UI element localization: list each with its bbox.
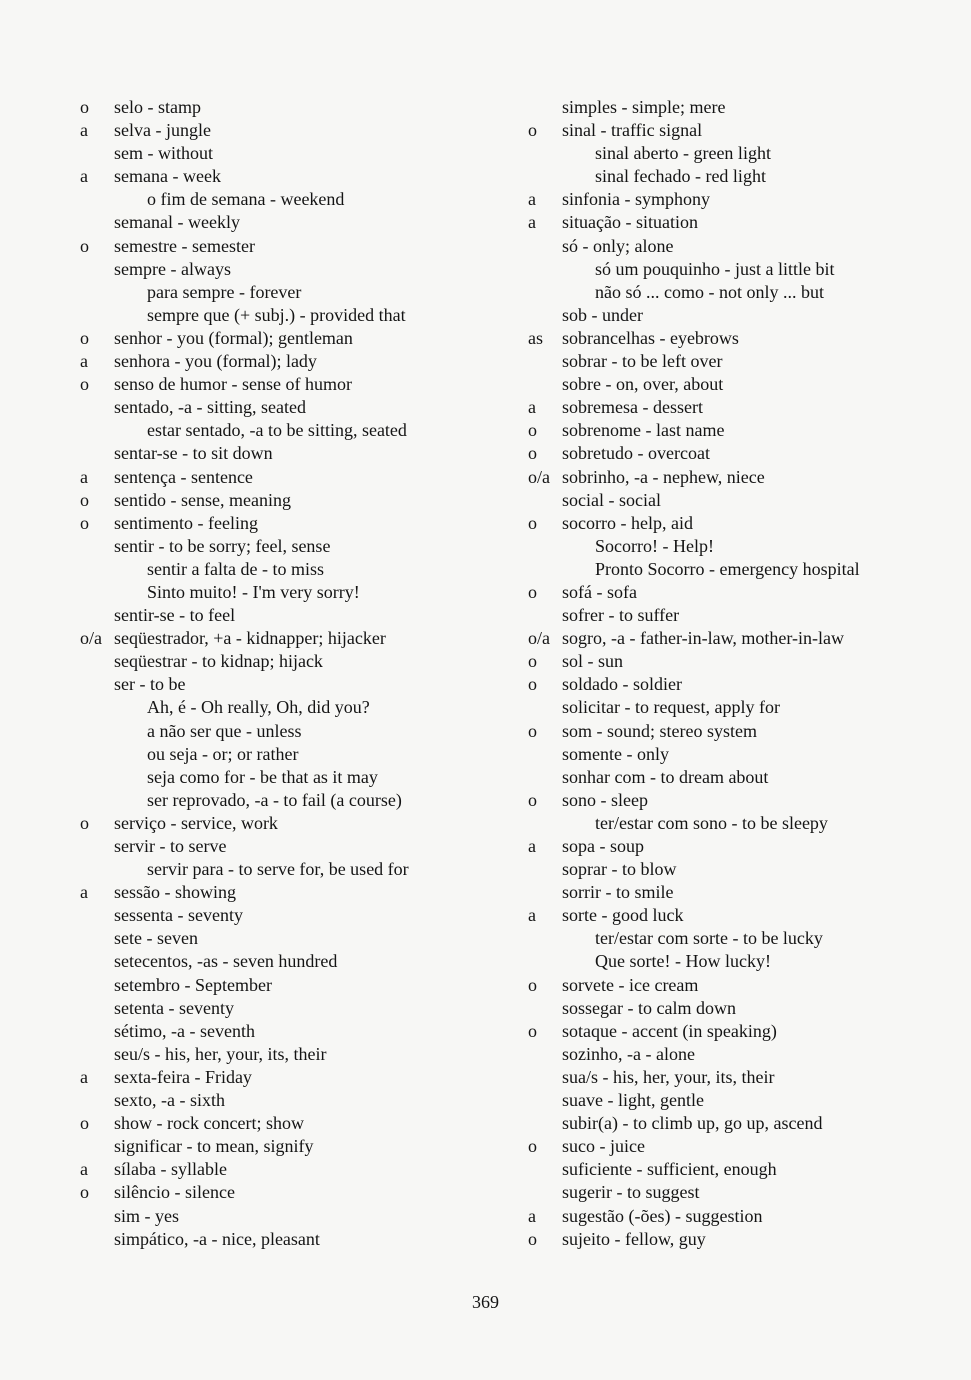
sub-entry <box>528 950 948 973</box>
dictionary-entry <box>80 327 480 350</box>
entry-text: senhor - you (formal); gentleman <box>114 327 353 348</box>
dictionary-entry <box>528 373 948 396</box>
dictionary-entry <box>80 927 480 950</box>
entry-article: o <box>80 1113 89 1134</box>
dictionary-entry <box>528 119 948 142</box>
entry-article: o <box>528 651 537 672</box>
entry-article: a <box>80 166 88 187</box>
entry-text: não só ... como - not only ... but <box>595 281 824 302</box>
dictionary-entry <box>80 1181 480 1204</box>
entry-text: subir(a) - to climb up, go up, ascend <box>562 1113 823 1134</box>
entry-text: Que sorte! - How lucky! <box>595 951 771 972</box>
dictionary-entry <box>528 627 948 650</box>
dictionary-entry <box>80 1089 480 1112</box>
entry-article: a <box>528 212 536 233</box>
dictionary-entry <box>528 650 948 673</box>
entry-article: o <box>528 512 537 533</box>
entry-article: a <box>528 397 536 418</box>
entry-text: sofá - sofa <box>562 581 637 602</box>
entry-article: a <box>80 1159 88 1180</box>
entry-article: a <box>80 120 88 141</box>
dictionary-entry <box>80 142 480 165</box>
entry-text: sem - without <box>114 143 213 164</box>
dictionary-entry <box>80 650 480 673</box>
entry-article: o <box>528 974 537 995</box>
entry-text: soldado - soldier <box>562 674 682 695</box>
entry-article: o <box>528 1020 537 1041</box>
dictionary-entry <box>528 235 948 258</box>
dictionary-entry <box>80 1205 480 1228</box>
entry-text: sob - under <box>562 304 643 325</box>
sub-entry <box>528 165 948 188</box>
right-column <box>528 96 948 1251</box>
page-number: 369 <box>472 1292 499 1312</box>
dictionary-entry <box>80 489 480 512</box>
entry-article: o <box>80 97 89 117</box>
dictionary-entry <box>528 1205 948 1228</box>
sub-entry <box>80 858 480 881</box>
dictionary-entry <box>80 812 480 835</box>
entry-text: sinal aberto - green light <box>595 143 771 164</box>
entry-text: Sinto muito! - I'm very sorry! <box>147 581 360 602</box>
entry-text: sinal - traffic signal <box>562 120 703 141</box>
entry-text: selo - stamp <box>114 97 201 117</box>
dictionary-entry <box>80 1135 480 1158</box>
entry-text: estar sentado, -a to be sitting, seated <box>147 420 407 441</box>
entry-text: sexta-feira - Friday <box>114 1066 252 1087</box>
dictionary-entry <box>528 997 948 1020</box>
entry-text: servir - to serve <box>114 836 227 856</box>
entry-text: ter/estar com sorte - to be lucky <box>595 928 823 949</box>
sub-entry <box>80 281 480 304</box>
sub-entry <box>80 188 480 211</box>
entry-article: o <box>528 789 537 810</box>
entry-article: a <box>80 351 88 372</box>
dictionary-entry <box>528 1066 948 1089</box>
sub-entry <box>528 927 948 950</box>
entry-text: somente - only <box>562 743 669 764</box>
entry-article: o <box>80 489 89 510</box>
entry-text: suficiente - sufficient, enough <box>562 1159 777 1180</box>
entry-text: sentido - sense, meaning <box>114 489 291 510</box>
entry-text: silêncio - silence <box>114 1182 235 1203</box>
entry-text: situação - situation <box>562 212 698 233</box>
entry-article: a <box>80 882 88 903</box>
entry-text: sempre que (+ subj.) - provided that <box>147 304 406 325</box>
left-column <box>80 96 480 1251</box>
entry-article: o/a <box>528 466 550 487</box>
entry-text: seqüestrar - to kidnap; hijack <box>114 651 323 672</box>
entry-text: sétimo, -a - seventh <box>114 1020 255 1041</box>
entry-text: sugerir - to suggest <box>562 1182 700 1203</box>
dictionary-entry <box>528 327 948 350</box>
dictionary-entry <box>528 974 948 997</box>
entry-text: sobrinho, -a - nephew, niece <box>562 466 765 487</box>
entry-text: ser - to be <box>114 674 186 695</box>
entry-text: semanal - weekly <box>114 212 240 233</box>
sub-entry <box>80 304 480 327</box>
dictionary-entry <box>80 373 480 396</box>
entry-text: simples - simple; mere <box>562 97 726 117</box>
entry-text: suco - juice <box>562 1136 645 1157</box>
entry-text: sessenta - seventy <box>114 905 243 926</box>
entry-article: a <box>528 905 536 926</box>
entry-text: seu/s - his, her, your, its, their <box>114 1043 327 1064</box>
dictionary-entry <box>80 512 480 535</box>
dictionary-entry <box>528 604 948 627</box>
dictionary-entry <box>80 258 480 281</box>
entry-text: sobretudo - overcoat <box>562 443 710 464</box>
dictionary-entry <box>528 720 948 743</box>
entry-article: a <box>528 189 536 210</box>
sub-entry <box>80 419 480 442</box>
dictionary-entry <box>528 1181 948 1204</box>
dictionary-entry <box>528 1228 948 1251</box>
entry-text: senso de humor - sense of humor <box>114 374 352 395</box>
entry-text: sentir - to be sorry; feel, sense <box>114 535 331 556</box>
entry-article: a <box>528 836 536 856</box>
entry-text: sofrer - to suffer <box>562 605 680 626</box>
dictionary-entry <box>528 442 948 465</box>
dictionary-entry <box>528 489 948 512</box>
dictionary-entry <box>528 1020 948 1043</box>
entry-text: Pronto Socorro - emergency hospital <box>595 558 860 579</box>
entry-text: sujeito - fellow, guy <box>562 1228 706 1249</box>
dictionary-entry <box>80 974 480 997</box>
entry-article: o <box>80 235 89 256</box>
sub-entry <box>528 142 948 165</box>
entry-text: ou seja - or; or rather <box>147 743 299 764</box>
entry-article: o <box>528 443 537 464</box>
sub-entry <box>528 558 948 581</box>
entry-text: solicitar - to request, apply for <box>562 697 780 718</box>
dictionary-entry <box>80 442 480 465</box>
dictionary-entry <box>80 835 480 858</box>
dictionary-entry <box>528 835 948 858</box>
entry-text: social - social <box>562 489 661 510</box>
entry-text: sopa - soup <box>562 836 644 856</box>
sub-entry <box>528 535 948 558</box>
entry-article: o <box>528 720 537 741</box>
entry-text: selva - jungle <box>114 120 211 141</box>
entry-text: sentado, -a - sitting, seated <box>114 397 306 418</box>
dictionary-entry <box>528 881 948 904</box>
dictionary-entry <box>528 419 948 442</box>
sub-entry <box>80 743 480 766</box>
dictionary-entry <box>528 96 948 119</box>
entry-text: seja como for - be that as it may <box>147 766 378 787</box>
entry-text: sorvete - ice cream <box>562 974 699 995</box>
entry-text: sobrar - to be left over <box>562 351 723 372</box>
entry-article: o <box>80 374 89 395</box>
entry-text: sugestão (-ões) - suggestion <box>562 1205 763 1226</box>
entry-text: sua/s - his, her, your, its, their <box>562 1066 775 1087</box>
entry-text: sentença - sentence <box>114 466 253 487</box>
entry-text: sobre - on, over, about <box>562 374 724 395</box>
entry-text: serviço - service, work <box>114 812 278 833</box>
entry-text: sinal fechado - red light <box>595 166 766 187</box>
dictionary-entry <box>528 1135 948 1158</box>
dictionary-entry <box>80 235 480 258</box>
entry-text: sobrancelhas - eyebrows <box>562 327 739 348</box>
dictionary-entry <box>80 119 480 142</box>
sub-entry <box>528 812 948 835</box>
dictionary-entry <box>528 581 948 604</box>
dictionary-entry <box>80 96 480 119</box>
dictionary-entry <box>528 211 948 234</box>
dictionary-entry <box>528 673 948 696</box>
entry-article: o <box>80 512 89 533</box>
entry-article: o <box>528 1136 537 1157</box>
entry-text: sim - yes <box>114 1205 179 1226</box>
entry-text: sono - sleep <box>562 789 648 810</box>
entry-text: sentir a falta de - to miss <box>147 558 324 579</box>
entry-text: só um pouquinho - just a little bit <box>595 258 835 279</box>
entry-text: semestre - semester <box>114 235 255 256</box>
dictionary-entry <box>528 466 948 489</box>
sub-entry <box>528 258 948 281</box>
entry-text: setembro - September <box>114 974 272 995</box>
entry-text: sobrenome - last name <box>562 420 725 441</box>
entry-text: suave - light, gentle <box>562 1090 704 1111</box>
dictionary-entry <box>80 211 480 234</box>
dictionary-entry <box>528 396 948 419</box>
entry-text: sessão - showing <box>114 882 236 903</box>
entry-text: a não ser que - unless <box>147 720 302 741</box>
entry-text: ser reprovado, -a - to fail (a course) <box>147 789 402 810</box>
entry-article: o <box>528 1228 537 1249</box>
entry-article: o <box>528 420 537 441</box>
dictionary-entry <box>80 627 480 650</box>
entry-text: socorro - help, aid <box>562 512 693 533</box>
dictionary-entry <box>528 696 948 719</box>
dictionary-entry <box>80 350 480 373</box>
entry-text: som - sound; stereo system <box>562 720 757 741</box>
dictionary-entry <box>80 396 480 419</box>
dictionary-entry <box>80 997 480 1020</box>
entry-text: seqüestrador, +a - kidnapper; hijacker <box>114 628 386 649</box>
dictionary-entry <box>528 743 948 766</box>
entry-text: setenta - seventy <box>114 997 234 1018</box>
entry-article: as <box>528 327 543 348</box>
entry-text: sentar-se - to sit down <box>114 443 273 464</box>
dictionary-entry <box>528 766 948 789</box>
entry-text: simpático, -a - nice, pleasant <box>114 1228 320 1249</box>
entry-text: Socorro! - Help! <box>595 535 714 556</box>
dictionary-entry <box>528 904 948 927</box>
dictionary-entry <box>80 1158 480 1181</box>
entry-text: sexto, -a - sixth <box>114 1090 225 1111</box>
sub-entry <box>80 720 480 743</box>
entry-text: show - rock concert; show <box>114 1113 304 1134</box>
entry-text: sorrir - to smile <box>562 882 674 903</box>
entry-text: sol - sun <box>562 651 624 672</box>
entry-text: sotaque - accent (in speaking) <box>562 1020 777 1041</box>
entry-text: ter/estar com sono - to be sleepy <box>595 812 828 833</box>
entry-text: sossegar - to calm down <box>562 997 736 1018</box>
entry-article: o <box>528 120 537 141</box>
sub-entry <box>80 581 480 604</box>
dictionary-entry <box>528 789 948 812</box>
entry-text: sentir-se - to feel <box>114 605 236 626</box>
entry-text: sozinho, -a - alone <box>562 1043 695 1064</box>
dictionary-entry <box>80 535 480 558</box>
entry-article: o <box>528 581 537 602</box>
dictionary-entry <box>80 1228 480 1251</box>
entry-text: significar - to mean, signify <box>114 1136 314 1157</box>
dictionary-entry <box>80 904 480 927</box>
entry-text: Ah, é - Oh really, Oh, did you? <box>147 697 370 718</box>
sub-entry <box>528 281 948 304</box>
dictionary-entry <box>80 466 480 489</box>
dictionary-entry <box>80 1112 480 1135</box>
entry-text: sobremesa - dessert <box>562 397 703 418</box>
sub-entry <box>80 558 480 581</box>
dictionary-entry <box>528 350 948 373</box>
dictionary-entry <box>80 604 480 627</box>
entry-article: a <box>80 1066 88 1087</box>
sub-entry <box>80 789 480 812</box>
dictionary-entry <box>80 673 480 696</box>
entry-text: senhora - you (formal); lady <box>114 351 317 372</box>
entry-text: setecentos, -as - seven hundred <box>114 951 338 972</box>
sub-entry <box>80 696 480 719</box>
dictionary-entry <box>80 1020 480 1043</box>
entry-text: sonhar com - to dream about <box>562 766 769 787</box>
dictionary-entry <box>528 1089 948 1112</box>
entry-text: só - only; alone <box>562 235 674 256</box>
entry-article: o <box>528 674 537 695</box>
dictionary-entry <box>528 1158 948 1181</box>
sub-entry <box>80 766 480 789</box>
entry-text: servir para - to serve for, be used for <box>147 859 409 880</box>
dictionary-entry <box>80 1066 480 1089</box>
entry-article: o <box>80 327 89 348</box>
entry-text: sílaba - syllable <box>114 1159 227 1180</box>
entry-article: a <box>80 466 88 487</box>
entry-text: o fim de semana - weekend <box>147 189 345 210</box>
entry-article: a <box>528 1205 536 1226</box>
entry-article: o <box>80 812 89 833</box>
entry-text: sorte - good luck <box>562 905 684 926</box>
dictionary-entry <box>528 1043 948 1066</box>
dictionary-entry <box>80 1043 480 1066</box>
dictionary-entry <box>528 1112 948 1135</box>
entry-article: o/a <box>528 628 550 649</box>
dictionary-entry <box>528 858 948 881</box>
entry-text: soprar - to blow <box>562 859 677 880</box>
entry-text: para sempre - forever <box>147 281 302 302</box>
entry-text: sempre - always <box>114 258 231 279</box>
dictionary-entry <box>528 304 948 327</box>
dictionary-entry <box>528 512 948 535</box>
entry-text: semana - week <box>114 166 221 187</box>
dictionary-entry <box>528 188 948 211</box>
dictionary-entry <box>80 881 480 904</box>
dictionary-entry <box>80 950 480 973</box>
dictionary-entry <box>80 165 480 188</box>
entry-text: sinfonia - symphony <box>562 189 710 210</box>
entry-text: sete - seven <box>114 928 198 949</box>
entry-article: o <box>80 1182 89 1203</box>
entry-article: o/a <box>80 628 102 649</box>
entry-text: sentimento - feeling <box>114 512 258 533</box>
entry-text: sogro, -a - father-in-law, mother-in-law <box>562 628 844 649</box>
